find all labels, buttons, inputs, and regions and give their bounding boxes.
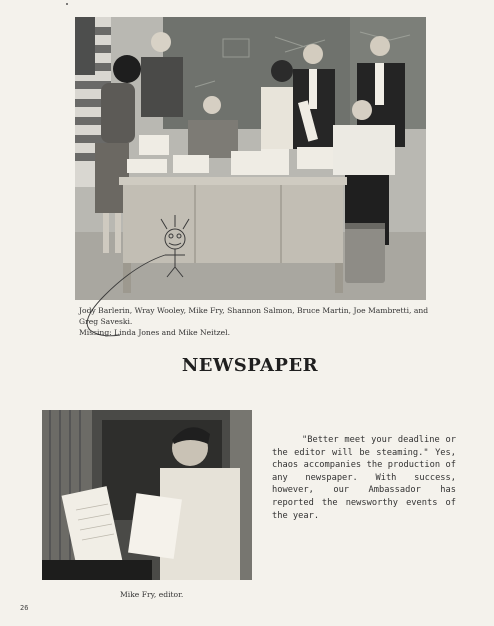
- section-heading: NEWSPAPER: [181, 355, 319, 376]
- page-number: 26: [20, 604, 29, 612]
- group-photo: [75, 17, 426, 300]
- editor-photo-illustration: [42, 410, 252, 580]
- editor-photo: [42, 410, 252, 580]
- group-photo-caption: [79, 305, 439, 338]
- caption-names: Jody Barlerin, Wray Wooley, Mike Fry, Shannon Salmon, Bruce Martin, Joe Mambretti, and Greg Saveski.: [79, 306, 429, 326]
- group-photo-illustration: [75, 17, 426, 300]
- caption-missing: Missing: Linda Jones and Mike Neitzel.: [79, 328, 230, 337]
- editor-photo-caption: Mike Fry, editor.: [120, 590, 184, 599]
- story-text: "Better meet your deadline or the editor will be steaming." Yes, chaos accompanies the production of any newspaper. With success, however, our Ambassador has reported the newsworthy events of the year.: [272, 435, 456, 521]
- speck: [66, 3, 68, 5]
